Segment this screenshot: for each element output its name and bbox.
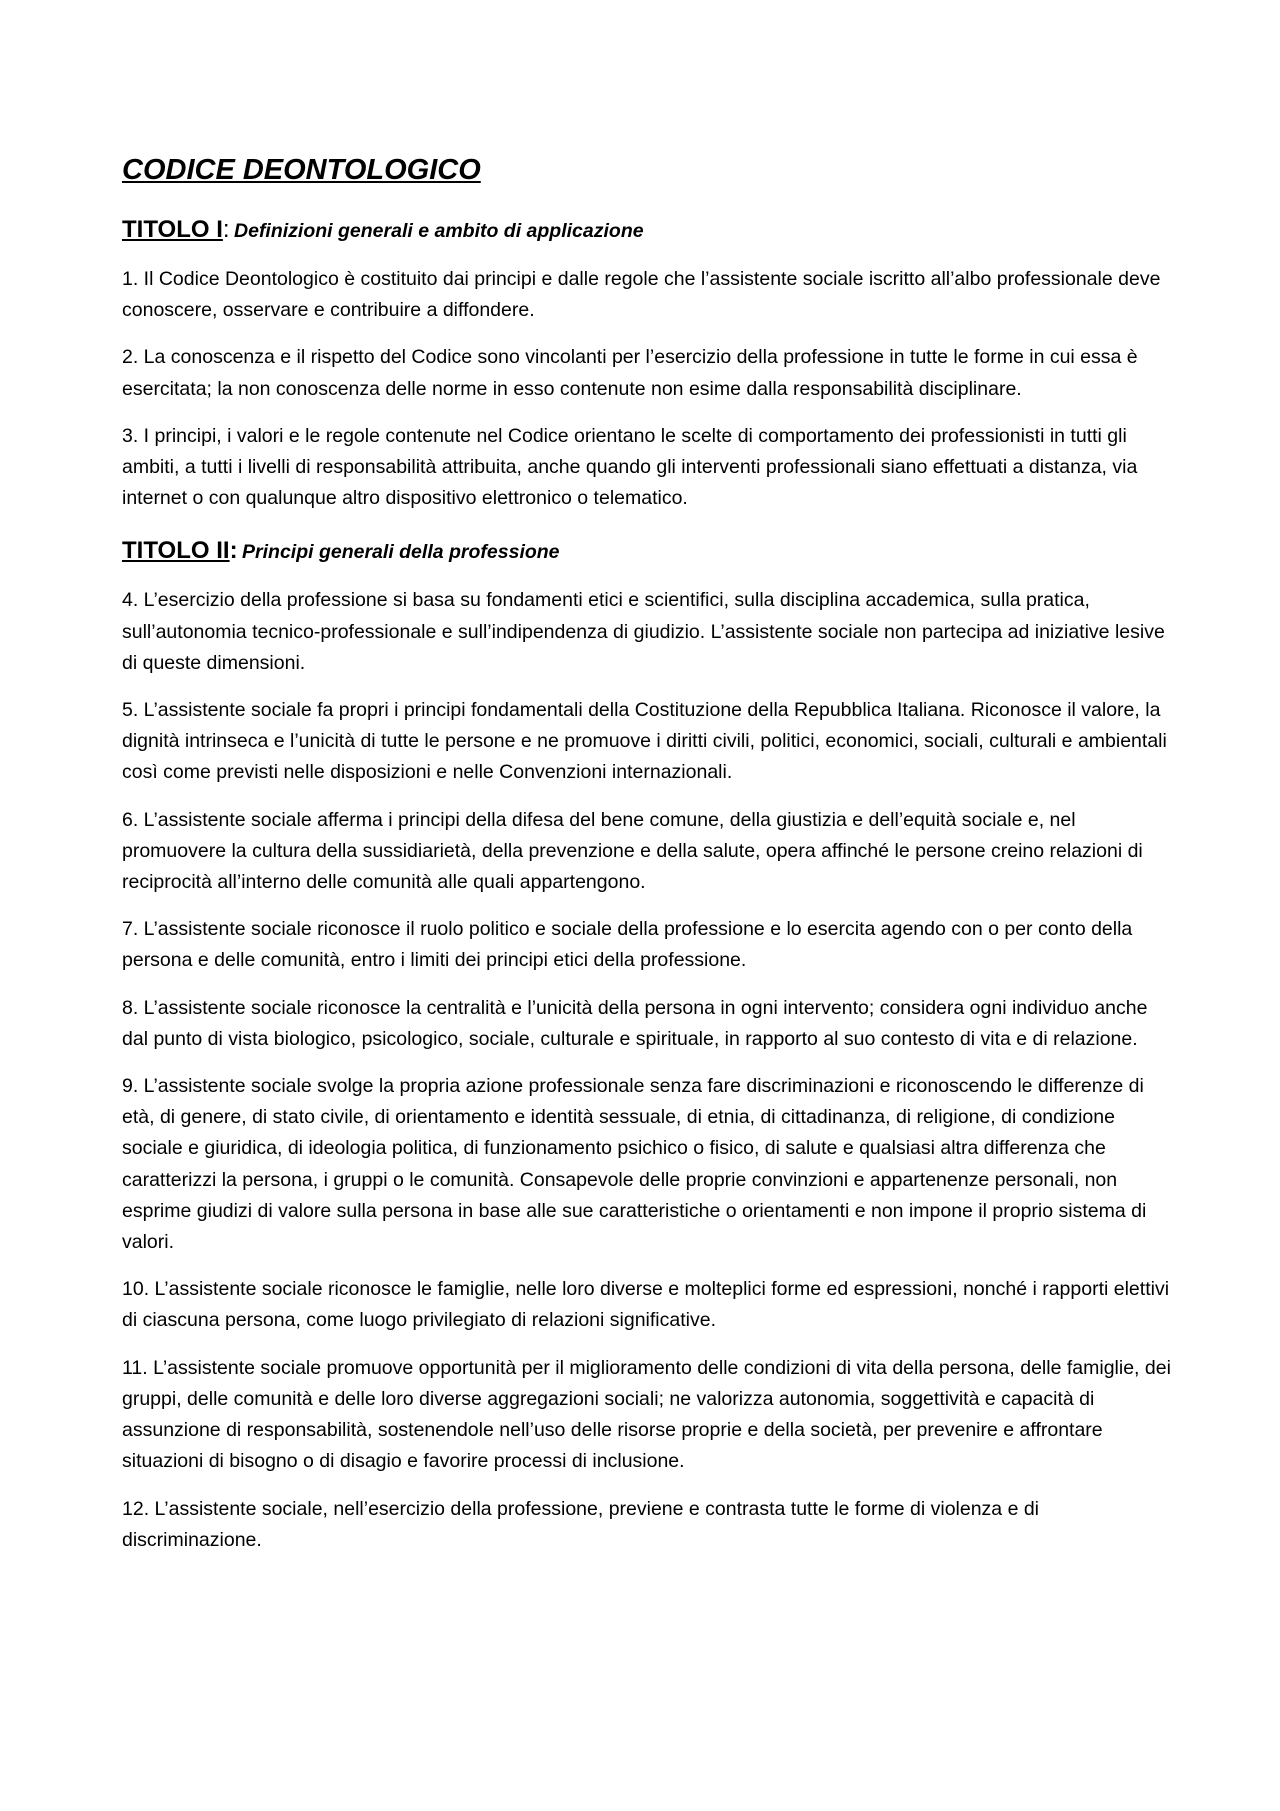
section-heading <box>122 536 1172 569</box>
article-4: 4. L’esercizio della professione si basa su fondamenti etici e scientifici, sulla disciplina accademica, sulla pratica, sull’autonomia tecnico-professionale e sull’indipendenza di giudizio. L’assistente sociale non partecipa ad iniziative lesive di queste dimensioni. <box>122 589 1165 674</box>
section-label: TITOLO I <box>122 216 223 243</box>
article-3: 3. I principi, i valori e le regole contenute nel Codice orientano le scelte di comportamento dei professionisti in tutti gli ambiti, a tutti i livelli di responsabilità attribuita, anche quando gli interventi professionali siano effettuati a distanza, via internet o con qualunque altro dispositivo elettronico o telematico. <box>122 424 1138 510</box>
section-colon: : <box>229 537 238 565</box>
section-heading <box>122 215 1172 248</box>
article-9: 9. L’assistente sociale svolge la propria azione professionale senza fare discriminazioni e riconoscendo le differenze di età, di genere, di stato civile, di orientamento e identità sessuale, di etnia, di cittadinanza, di religione, di condizione sociale e giuridica, di ideologia politica, di funzionamento psichico o fisico, di salute e qualsiasi altra differenza che caratterizzi la persona, i gruppi o le comunità. Consapevole delle proprie convinzioni e appartenenze personali, non esprime giudizi di valore sulla persona in base alle sue caratteristiche o orientamenti e non impone il proprio sistema di valori. <box>122 1075 1147 1254</box>
article-7: 7. L’assistente sociale riconosce il ruolo politico e sociale della professione e lo esercita agendo con o per conto della persona e delle comunità, entro i limiti dei principi etici della professione. <box>122 918 1133 972</box>
document-title: CODICE DEONTOLOGICO <box>122 154 481 186</box>
section-colon: : <box>222 216 230 243</box>
section-subtitle: Principi generali della professione <box>242 541 560 564</box>
article-6: 6. L’assistente sociale afferma i principi della difesa del bene comune, della giustizia e dell’equità sociale e, nel promuovere la cultura della sussidiarietà, della prevenzione e della salute, opera affinché le persone creino relazioni di reciprocità all’interno delle comunità alle quali appartengono. <box>122 808 1143 894</box>
section-titolo-1 <box>122 215 1172 514</box>
section-titolo-2 <box>122 536 1172 1555</box>
document-page <box>122 150 1172 1572</box>
article-8: 8. L’assistente sociale riconosce la centralità e l’unicità della persona in ogni intervento; considera ogni individuo anche dal punto di vista biologico, psicologico, sociale, culturale e spirituale, in rapporto al suo contesto di vita e di relazione. <box>122 996 1148 1050</box>
article-11: 11. L’assistente sociale promuove opportunità per il miglioramento delle condizioni di vita della persona, delle famiglie, dei gruppi, delle comunità e delle loro diverse aggregazioni sociali; ne valorizza autonomia, soggettività e capacità di assunzione di responsabilità, sostenendole nell’uso delle risorse proprie e della società, per prevenire e affrontare situazioni di bisogno o di disagio e favorire processi di inclusione. <box>122 1356 1171 1473</box>
article-2: 2. La conoscenza e il rispetto del Codice sono vincolanti per l’esercizio della professione in tutte le forme in cui essa è esercitata; la non conoscenza delle norme in esso contenute non esime dalla responsabilità disciplinare. <box>122 346 1138 400</box>
section-label: TITOLO II <box>122 537 230 565</box>
section-subtitle: Definizioni generali e ambito di applicazione <box>234 220 644 242</box>
article-10: 10. L’assistente sociale riconosce le famiglie, nelle loro diverse e molteplici forme ed espressioni, nonché i rapporti elettivi di ciascuna persona, come luogo privilegiato di relazioni significative. <box>122 1278 1170 1332</box>
article-1: 1. Il Codice Deontologico è costituito dai principi e dalle regole che l’assistente sociale iscritto all’albo professionale deve conoscere, osservare e contribuire a diffondere. <box>122 268 1161 322</box>
article-5: 5. L’assistente sociale fa propri i principi fondamentali della Costituzione della Repubblica Italiana. Riconosce il valore, la dignità intrinseca e l’unicità di tutte le persone e ne promuove i diritti civili, politici, economici, sociali, culturali e ambientali così come previsti nelle disposizioni e nelle Convenzioni internazionali. <box>122 699 1167 784</box>
article-12: 12. L’assistente sociale, nell’esercizio della professione, previene e contrasta tutte le forme di violenza e di discriminazione. <box>122 1497 1040 1551</box>
